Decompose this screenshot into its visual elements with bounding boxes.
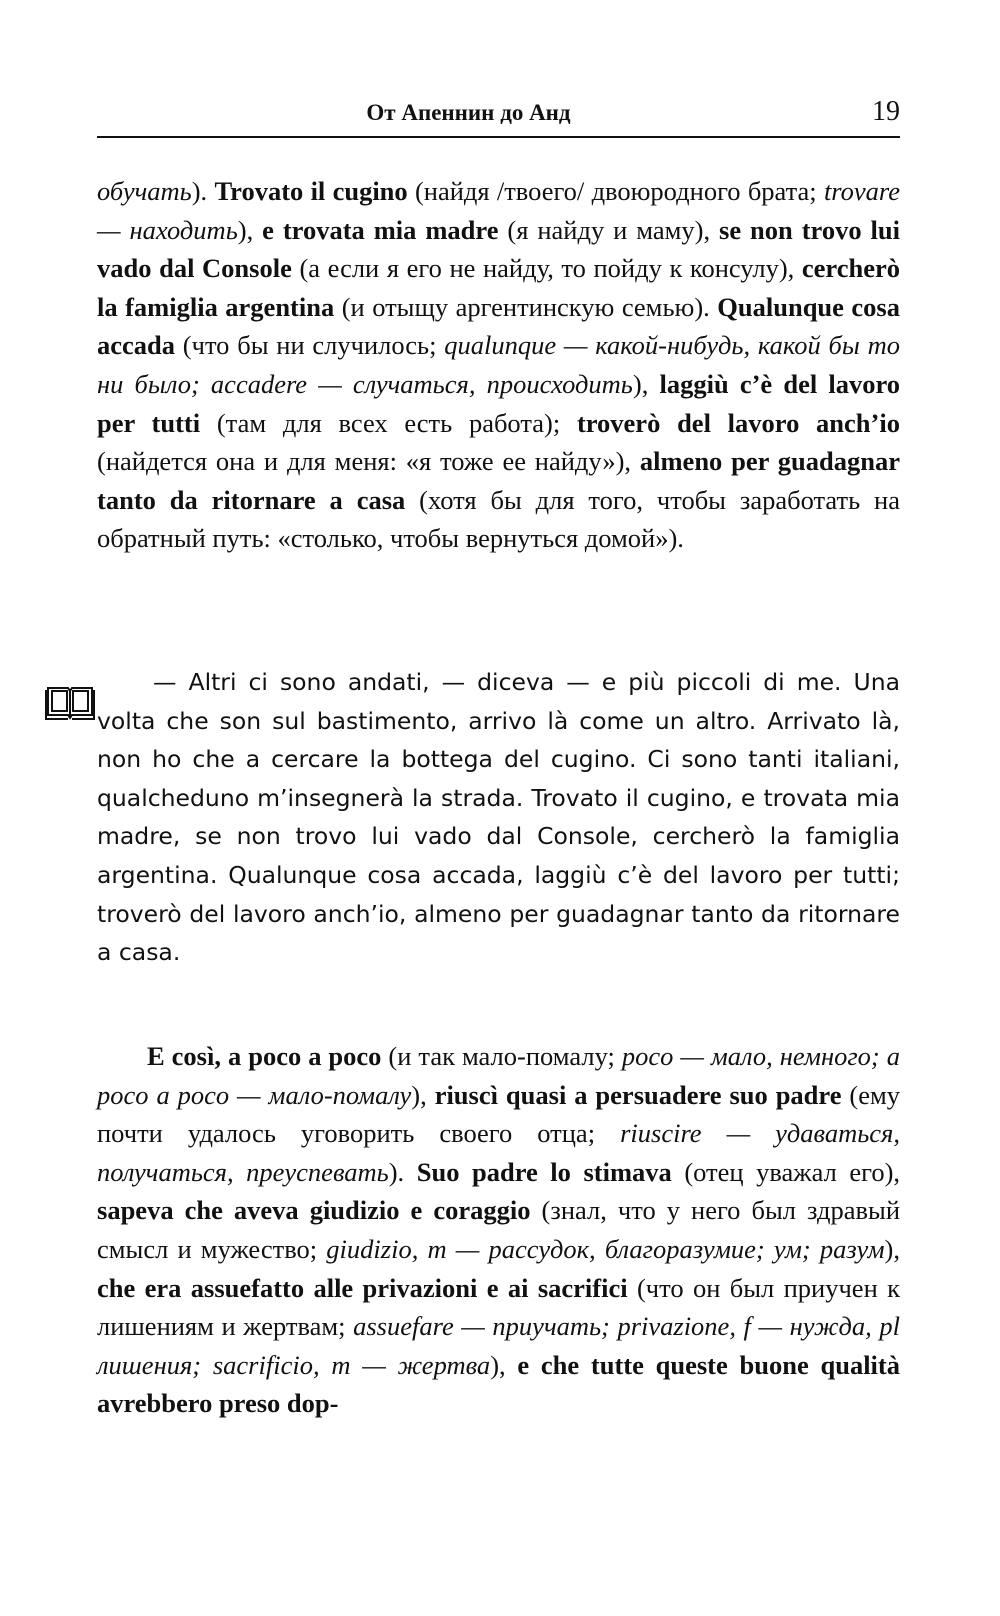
para2-segment: sapeva che aveva giudizio e coraggio <box>97 1195 531 1226</box>
para1-segment: (что бы ни случилось; <box>175 330 445 361</box>
para1-segment: (и отыщу аргентинскую семью). <box>334 291 718 322</box>
running-title: От Апеннин до Анд <box>366 100 571 125</box>
para1-segment: se non trovo lui vado dal Console <box>97 214 900 284</box>
para2-segment: e che tutte queste buone qualità avrebbero preso dop- <box>97 1349 900 1419</box>
para2-segment: ). <box>388 1156 417 1187</box>
para2-segment: (отец уважал его), <box>671 1156 901 1187</box>
para1-segment: ), <box>237 214 263 245</box>
para2-segment: ), <box>411 1079 435 1110</box>
para2-segment: riuscì quasi a persuadere suo padre <box>434 1079 842 1110</box>
para1-segment: (а если я его не найду, то пойду к консулу), <box>291 253 802 284</box>
open-book-icon <box>44 683 96 723</box>
para1-segment: ). <box>191 176 215 206</box>
para2-segment: (знал, что у него был здравый смысл и мужество; <box>97 1195 900 1264</box>
original-italian-text <box>97 663 900 972</box>
para2-segment: (что он был приучен к лишениям и жертвам; <box>97 1272 900 1342</box>
para2-segment: E così, a poco a poco <box>147 1041 382 1071</box>
para2-segment: che era assuefatto alle privazioni e ai sacrifici <box>97 1272 628 1303</box>
commentary-paragraph-2 <box>97 1037 900 1423</box>
para2-segment: (и так мало-помалу; <box>381 1041 622 1071</box>
para1-segment: laggiù c’è del lavoro per tutti <box>97 368 901 438</box>
para2-segment: (ему почти удалось уговорить своего отца; <box>97 1079 901 1149</box>
para1-segment: almeno per guadagnar tanto da ritornare a casa <box>97 446 901 515</box>
para1-segment: e trovata mia madre <box>262 214 499 245</box>
para1-segment: Trovato il cugino <box>214 176 408 206</box>
para1-segment: trovare — находить <box>97 176 900 245</box>
para2-segment: Suo padre lo stimava <box>416 1156 672 1187</box>
para1-segment: (найдя /твоего/ двоюродного брата; <box>407 176 824 206</box>
para1-segment: (я найду и маму), <box>498 214 720 245</box>
para1-segment: cercherò la famiglia argentina <box>97 253 900 322</box>
para1-segment: обучать <box>97 176 192 206</box>
para2-segment: assuefare — приучать; privazione, f — нужда, pl лишения; sacrificio, m — жертва <box>97 1311 901 1380</box>
para2-segment: riuscire — удаваться, получаться, преуспевать <box>97 1118 900 1187</box>
para1-segment: (найдется она и для меня: «я тоже ее найду»), <box>97 446 640 477</box>
original-text: — Altri ci sono andati, — diceva — e più piccoli di me. Una volta che son sul bastimento, arrivo là come un altro. Arrivato là, non ho che a cercare la bottega del cugino. Ci sono tanti italiani, qualcheduno m’insegnerà la strada. Trovato il cugino, e trovata mia madre, se non trovo lui vado dal Console, cercherò la famiglia argentina. Qualunque cosa accada, laggiù c’è del lavoro per tutti; troverò del lavoro anch’io, almeno per guadagnar tanto da ritornare a casa. <box>97 668 900 967</box>
para2-segment: giudizio, m — рассудок, благоразумие; ум; разум <box>326 1233 885 1264</box>
para1-segment: troverò del lavoro anch’io <box>576 407 900 438</box>
para1-segment: qualunque — какой-нибудь, какой бы то ни было; accadere — случаться, происходить <box>97 330 900 399</box>
page-header <box>97 96 900 138</box>
para1-segment: ), <box>632 368 660 399</box>
para2-segment: poco — мало, немного; a poco a poco — мало-помалу <box>97 1041 900 1110</box>
para1-segment: (там для всех есть работа); <box>200 407 577 438</box>
para2-segment: ), <box>490 1349 518 1380</box>
para1-segment: Qualunque cosa accada <box>97 291 900 361</box>
commentary-paragraph-1 <box>97 172 900 558</box>
page-number: 19 <box>872 96 900 127</box>
para2-segment: ), <box>884 1233 900 1264</box>
para1-segment: (хотя бы для того, чтобы заработать на обратный путь: «столько, чтобы вернуться домой»). <box>97 484 900 554</box>
